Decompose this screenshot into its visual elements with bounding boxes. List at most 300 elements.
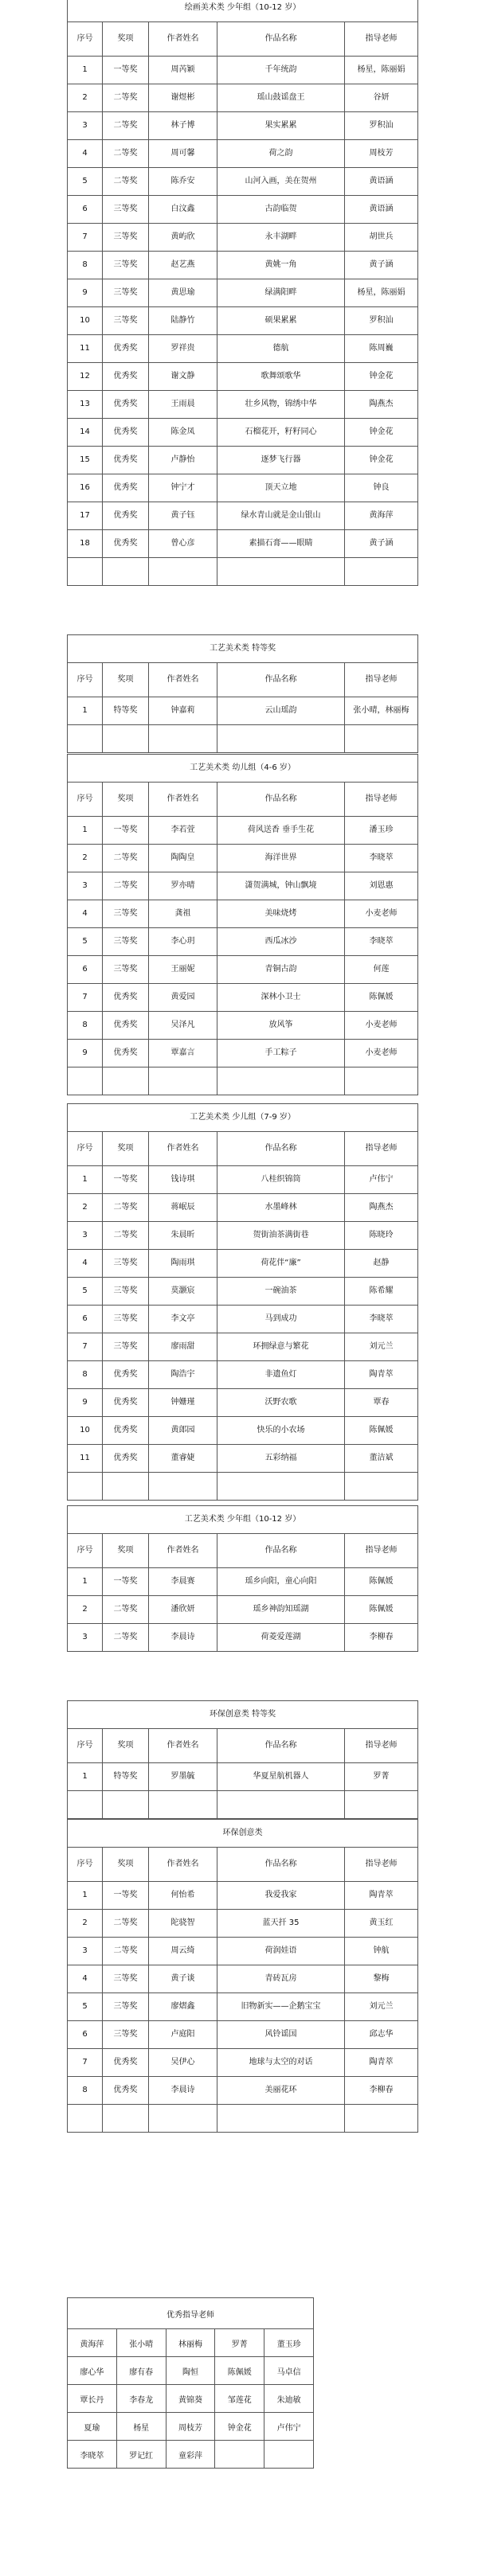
table-cell: 白汶鑫 — [149, 196, 217, 224]
table-cell: 一碗油茶 — [217, 1278, 345, 1306]
table-cell: 小麦老师 — [345, 1040, 418, 1067]
table-cell: 3 — [68, 112, 103, 140]
table-cell: 罗积汕 — [345, 307, 418, 335]
table-row — [68, 1993, 418, 2021]
table-cell: 3 — [68, 1222, 103, 1250]
table-cell: 手工粽子 — [217, 1040, 345, 1067]
table-cell: 赵艺燕 — [149, 252, 217, 279]
table-row — [68, 1040, 418, 1067]
table-cell: 绿满阳畔 — [217, 279, 345, 307]
table-row — [68, 2329, 314, 2357]
table-cell: 快乐的小农场 — [217, 1417, 345, 1445]
teacher-name: 张小晴 — [116, 2329, 166, 2357]
table-cell: 4 — [68, 140, 103, 168]
table-cell: 环拥绿意与繁花 — [217, 1333, 345, 1361]
table-cell: 8 — [68, 252, 103, 279]
table-row — [68, 1596, 418, 1624]
table-cell — [149, 1067, 217, 1095]
section-title: 工艺美术类 少年组（10-12 岁） — [68, 1506, 418, 1534]
table-cell: 李晓萃 — [345, 1306, 418, 1333]
table-cell: 王丽妮 — [149, 956, 217, 984]
table-cell: 16 — [68, 474, 103, 502]
table-cell: 陶燕杰 — [345, 1194, 418, 1222]
table-cell: 地球与太空的对话 — [217, 2049, 345, 2077]
table-cell: 优秀奖 — [103, 363, 149, 391]
table-cell: 7 — [68, 1333, 103, 1361]
table-cell: 黄思瑜 — [149, 279, 217, 307]
table-row — [68, 928, 418, 956]
table-cell: 三等奖 — [103, 252, 149, 279]
table-row — [68, 956, 418, 984]
table-row — [68, 697, 418, 725]
table-cell: 华夏星航机器人 — [217, 1763, 345, 1791]
table-cell: 潘玉珍 — [345, 817, 418, 845]
table-cell: 9 — [68, 1040, 103, 1067]
table-cell: 一等奖 — [103, 1166, 149, 1194]
table-cell: 二等奖 — [103, 140, 149, 168]
table-cell: 三等奖 — [103, 196, 149, 224]
table-cell: 三等奖 — [103, 1965, 149, 1993]
teacher-name: 陶恒 — [166, 2357, 215, 2385]
table-cell: 黄语涵 — [345, 196, 418, 224]
table-cell: 瑶乡神韵知瑶湖 — [217, 1596, 345, 1624]
column-header: 序号 — [68, 1534, 103, 1568]
table-row — [68, 502, 418, 530]
table-row — [68, 1389, 418, 1417]
table-cell — [217, 1791, 345, 1819]
table-cell: 邱志华 — [345, 2021, 418, 2049]
table-cell: 覃嘉言 — [149, 1040, 217, 1067]
table-cell: 二等奖 — [103, 1938, 149, 1965]
table-cell: 黄子涵 — [345, 530, 418, 558]
table-cell: 二等奖 — [103, 168, 149, 196]
table-cell: 张小晴，林丽梅 — [345, 697, 418, 725]
table-cell — [103, 558, 149, 586]
table-row — [68, 57, 418, 84]
table-cell: 陈佩媛 — [345, 1417, 418, 1445]
table-cell: 周芮颖 — [149, 57, 217, 84]
column-header: 指导老师 — [345, 783, 418, 817]
table-row — [68, 1938, 418, 1965]
table-row — [68, 2413, 314, 2441]
table-cell: 二等奖 — [103, 872, 149, 900]
table-row — [68, 1361, 418, 1389]
table-row — [68, 2357, 314, 2385]
column-header: 作者姓名 — [149, 1132, 217, 1166]
table-row — [68, 112, 418, 140]
table-cell: 4 — [68, 1250, 103, 1278]
column-header: 指导老师 — [345, 663, 418, 697]
table-cell: 赵静 — [345, 1250, 418, 1278]
teacher-name: 周枝芳 — [166, 2413, 215, 2441]
table-cell: 黄海萍 — [345, 502, 418, 530]
table-cell: 4 — [68, 1965, 103, 1993]
table-cell: 王雨晨 — [149, 391, 217, 419]
table-cell: 罗祥贵 — [149, 335, 217, 363]
table-cell: 董洁斌 — [345, 1445, 418, 1473]
table-cell: 曾心彦 — [149, 530, 217, 558]
table-cell — [345, 1473, 418, 1501]
table-cell: 优秀奖 — [103, 530, 149, 558]
table-cell: 二等奖 — [103, 112, 149, 140]
teacher-name: 覃长丹 — [68, 2385, 117, 2413]
teacher-name: 朱迪敏 — [264, 2385, 314, 2413]
teacher-name: 黄海萍 — [68, 2329, 117, 2357]
table-cell: 11 — [68, 1445, 103, 1473]
section-title: 工艺美术类 特等奖 — [68, 635, 418, 663]
table-cell: 二等奖 — [103, 1624, 149, 1652]
table-cell: 青砖瓦房 — [217, 1965, 345, 1993]
table-cell: 黄玉红 — [345, 1910, 418, 1938]
table-cell: 谢文静 — [149, 363, 217, 391]
table-cell: 小麦老师 — [345, 900, 418, 928]
table-cell: 朱晨昕 — [149, 1222, 217, 1250]
table-cell: 8 — [68, 2077, 103, 2105]
table-row — [68, 474, 418, 502]
table-cell: 三等奖 — [103, 956, 149, 984]
column-header: 作品名称 — [217, 1848, 345, 1882]
table-cell: 2 — [68, 84, 103, 112]
table-cell — [345, 1067, 418, 1095]
table-cell: 陀骁智 — [149, 1910, 217, 1938]
table-cell: 歌舞颂歌华 — [217, 363, 345, 391]
table-cell: 1 — [68, 1882, 103, 1910]
table-cell: 14 — [68, 419, 103, 447]
table-cell: 廖雨甜 — [149, 1333, 217, 1361]
table-row — [68, 530, 418, 558]
teacher-name: 李晓萃 — [68, 2441, 117, 2469]
column-header: 作者姓名 — [149, 783, 217, 817]
table-cell — [103, 725, 149, 753]
award-table — [67, 754, 418, 1095]
column-header: 作者姓名 — [149, 1534, 217, 1568]
table-cell: 我爱我家 — [217, 1882, 345, 1910]
table-cell — [68, 1791, 103, 1819]
table-cell: 陈佩媛 — [345, 1596, 418, 1624]
table-row — [68, 2441, 314, 2469]
table-cell: 旧物新实——企鹅宝宝 — [217, 1993, 345, 2021]
teacher-name: 廖有春 — [116, 2357, 166, 2385]
table-cell: 黎梅 — [345, 1965, 418, 1993]
table-cell: 7 — [68, 984, 103, 1012]
table-cell — [68, 1473, 103, 1501]
table-cell: 贺街油茶满街巷 — [217, 1222, 345, 1250]
teacher-name: 陈佩媛 — [215, 2357, 264, 2385]
table-cell: 美味烧烤 — [217, 900, 345, 928]
table-cell: 优秀奖 — [103, 1389, 149, 1417]
table-row — [68, 984, 418, 1012]
table-cell: 罗墨毓 — [149, 1763, 217, 1791]
table-row — [68, 363, 418, 391]
table-cell: 优秀奖 — [103, 419, 149, 447]
table-row — [68, 1882, 418, 1910]
teacher-name: 林丽梅 — [166, 2329, 215, 2357]
table-cell: 15 — [68, 447, 103, 474]
table-cell: 钟金花 — [345, 447, 418, 474]
table-cell: 优秀奖 — [103, 2077, 149, 2105]
table-cell: 2 — [68, 845, 103, 872]
table-cell: 陶青萃 — [345, 1361, 418, 1389]
table-cell: 钟宁才 — [149, 474, 217, 502]
table-cell — [103, 1791, 149, 1819]
table-cell: 钟姗瑾 — [149, 1389, 217, 1417]
table-cell: 二等奖 — [103, 1910, 149, 1938]
table-cell: 西瓜冰沙 — [217, 928, 345, 956]
table-cell: 卢静怡 — [149, 447, 217, 474]
table-cell: 黄子涵 — [345, 252, 418, 279]
teachers-table — [67, 2297, 314, 2469]
table-cell: 钱诗琪 — [149, 1166, 217, 1194]
teacher-name: 罗记红 — [116, 2441, 166, 2469]
table-cell: 13 — [68, 391, 103, 419]
award-table — [67, 1103, 418, 1501]
blank-row — [68, 1473, 418, 1501]
table-cell: 2 — [68, 1910, 103, 1938]
table-cell: 1 — [68, 1763, 103, 1791]
table-cell: 优秀奖 — [103, 391, 149, 419]
table-cell: 李晓萃 — [345, 845, 418, 872]
table-cell: 陈金凤 — [149, 419, 217, 447]
table-cell — [345, 725, 418, 753]
table-cell: 优秀奖 — [103, 447, 149, 474]
table-row — [68, 140, 418, 168]
table-cell: 陈周巍 — [345, 335, 418, 363]
section-title: 工艺美术类 幼儿组（4-6 岁） — [68, 755, 418, 783]
table-cell: 二等奖 — [103, 84, 149, 112]
table-cell: 黄语涵 — [345, 168, 418, 196]
table-cell: 五彩纳福 — [217, 1445, 345, 1473]
teacher-name: 马卓信 — [264, 2357, 314, 2385]
table-cell: 陈晓玲 — [345, 1222, 418, 1250]
table-cell: 龚祖 — [149, 900, 217, 928]
table-cell — [345, 1791, 418, 1819]
table-row — [68, 900, 418, 928]
column-header: 作者姓名 — [149, 1848, 217, 1882]
teacher-name — [264, 2441, 314, 2469]
blank-row — [68, 558, 418, 586]
table-row — [68, 1568, 418, 1596]
table-cell: 黄子钰 — [149, 502, 217, 530]
table-cell: 1 — [68, 817, 103, 845]
table-cell: 3 — [68, 1938, 103, 1965]
table-cell: 10 — [68, 1417, 103, 1445]
table-cell — [149, 1791, 217, 1819]
table-cell — [103, 1067, 149, 1095]
table-row — [68, 1166, 418, 1194]
table-cell: 7 — [68, 2049, 103, 2077]
table-cell: 卢伟宁 — [345, 1166, 418, 1194]
table-cell: 陆静竹 — [149, 307, 217, 335]
table-cell: 风铃谣国 — [217, 2021, 345, 2049]
table-cell — [345, 558, 418, 586]
table-row — [68, 1012, 418, 1040]
table-cell — [217, 2105, 345, 2133]
table-cell: 李晓萃 — [345, 928, 418, 956]
award-table — [67, 1505, 418, 1652]
table-cell: 6 — [68, 2021, 103, 2049]
column-header: 指导老师 — [345, 1729, 418, 1763]
table-cell: 何莲 — [345, 956, 418, 984]
table-cell: 陶青萃 — [345, 2049, 418, 2077]
table-cell: 优秀奖 — [103, 1040, 149, 1067]
table-cell: 6 — [68, 956, 103, 984]
table-cell — [103, 1473, 149, 1501]
column-header: 作者姓名 — [149, 1729, 217, 1763]
table-cell: 陈佩媛 — [345, 984, 418, 1012]
table-row — [68, 817, 418, 845]
table-cell: 刘恩惠 — [345, 872, 418, 900]
table-cell: 周可馨 — [149, 140, 217, 168]
table-cell: 二等奖 — [103, 845, 149, 872]
table-cell: 特等奖 — [103, 697, 149, 725]
table-cell: 瑶乡向阳，童心向阳 — [217, 1568, 345, 1596]
table-row — [68, 1250, 418, 1278]
column-header: 序号 — [68, 1729, 103, 1763]
table-cell: 优秀奖 — [103, 474, 149, 502]
table-cell: 美丽花环 — [217, 2077, 345, 2105]
table-cell: 罗菁 — [345, 1763, 418, 1791]
table-cell: 杨星，陈丽娟 — [345, 279, 418, 307]
table-cell — [217, 1473, 345, 1501]
table-cell: 荷风送香 垂手生花 — [217, 817, 345, 845]
table-cell: 陈希耀 — [345, 1278, 418, 1306]
teacher-name: 罗菁 — [215, 2329, 264, 2357]
blank-row — [68, 725, 418, 753]
table-cell: 八桂织锦筒 — [217, 1166, 345, 1194]
table-cell: 董睿婕 — [149, 1445, 217, 1473]
table-cell: 海洋世界 — [217, 845, 345, 872]
table-cell: 黄爱园 — [149, 984, 217, 1012]
blank-row — [68, 2105, 418, 2133]
table-cell: 一等奖 — [103, 817, 149, 845]
table-cell: 18 — [68, 530, 103, 558]
table-row — [68, 1222, 418, 1250]
table-cell: 荷润娃语 — [217, 1938, 345, 1965]
column-header: 序号 — [68, 22, 103, 57]
table-cell: 优秀奖 — [103, 1012, 149, 1040]
table-cell: 荷菱爱莲湖 — [217, 1624, 345, 1652]
table-cell: 2 — [68, 1194, 103, 1222]
section-title: 工艺美术类 少儿组（7-9 岁） — [68, 1104, 418, 1132]
table-cell: 陶浩宇 — [149, 1361, 217, 1389]
column-header: 作品名称 — [217, 1729, 345, 1763]
table-cell: 三等奖 — [103, 2021, 149, 2049]
table-cell: 一等奖 — [103, 57, 149, 84]
table-row — [68, 447, 418, 474]
table-cell: 钟金花 — [345, 363, 418, 391]
table-row — [68, 1624, 418, 1652]
table-cell: 1 — [68, 1166, 103, 1194]
table-row — [68, 1445, 418, 1473]
table-cell: 云山瑶韵 — [217, 697, 345, 725]
table-cell: 罗积汕 — [345, 112, 418, 140]
table-cell: 顶天立地 — [217, 474, 345, 502]
table-cell: 李文亭 — [149, 1306, 217, 1333]
table-cell: 罗亦晴 — [149, 872, 217, 900]
table-cell: 林子博 — [149, 112, 217, 140]
table-cell: 11 — [68, 335, 103, 363]
table-cell — [149, 725, 217, 753]
table-cell: 杨星，陈丽娟 — [345, 57, 418, 84]
table-cell: 5 — [68, 1278, 103, 1306]
table-cell: 钟金花 — [345, 419, 418, 447]
table-cell: 三等奖 — [103, 928, 149, 956]
table-cell: 三等奖 — [103, 1250, 149, 1278]
table-row — [68, 279, 418, 307]
column-header: 序号 — [68, 1132, 103, 1166]
table-cell: 周枝芳 — [345, 140, 418, 168]
table-cell: 果实累累 — [217, 112, 345, 140]
section-title: 绘画美术类 少年组（10-12 岁） — [68, 0, 418, 22]
teacher-name: 夏瑜 — [68, 2413, 117, 2441]
table-row — [68, 1333, 418, 1361]
table-cell: 李晨赛 — [149, 1568, 217, 1596]
table-cell: 蓝天扞 35 — [217, 1910, 345, 1938]
table-cell: 潘欣妍 — [149, 1596, 217, 1624]
section-title: 环保创意类 — [68, 1820, 418, 1848]
teacher-name: 邹莲花 — [215, 2385, 264, 2413]
column-header: 奖项 — [103, 1132, 149, 1166]
table-cell: 刘元兰 — [345, 1333, 418, 1361]
table-cell: 小麦老师 — [345, 1012, 418, 1040]
table-cell: 10 — [68, 307, 103, 335]
column-header: 指导老师 — [345, 1132, 418, 1166]
teacher-name: 廖心华 — [68, 2357, 117, 2385]
table-row — [68, 1763, 418, 1791]
table-cell: 吴泽凡 — [149, 1012, 217, 1040]
award-table — [67, 1700, 418, 1819]
column-header: 奖项 — [103, 1729, 149, 1763]
table-cell: 17 — [68, 502, 103, 530]
table-cell: 沃野农歌 — [217, 1389, 345, 1417]
table-cell: 李晨诗 — [149, 2077, 217, 2105]
table-cell: 放风筝 — [217, 1012, 345, 1040]
column-header: 作品名称 — [217, 22, 345, 57]
column-header: 作品名称 — [217, 1534, 345, 1568]
table-cell: 1 — [68, 1568, 103, 1596]
table-cell: 莫灏宸 — [149, 1278, 217, 1306]
table-cell: 钟良 — [345, 474, 418, 502]
table-cell: 三等奖 — [103, 224, 149, 252]
table-cell — [149, 2105, 217, 2133]
column-header: 作者姓名 — [149, 22, 217, 57]
blank-row — [68, 1791, 418, 1819]
table-cell: 荷之韵 — [217, 140, 345, 168]
table-cell: 8 — [68, 1361, 103, 1389]
section-title: 环保创意类 特等奖 — [68, 1701, 418, 1729]
column-header: 作品名称 — [217, 663, 345, 697]
table-cell: 优秀奖 — [103, 1445, 149, 1473]
table-cell: 刘元兰 — [345, 1993, 418, 2021]
table-cell: 胡世兵 — [345, 224, 418, 252]
table-cell: 一等奖 — [103, 1882, 149, 1910]
teacher-name: 童彩萍 — [166, 2441, 215, 2469]
table-cell: 黄屿欣 — [149, 224, 217, 252]
table-row — [68, 84, 418, 112]
table-cell: 6 — [68, 196, 103, 224]
table-cell: 4 — [68, 900, 103, 928]
blank-row — [68, 1067, 418, 1095]
table-cell: 卢庭阳 — [149, 2021, 217, 2049]
table-row — [68, 1910, 418, 1938]
table-row — [68, 1965, 418, 1993]
table-cell: 优秀奖 — [103, 2049, 149, 2077]
column-header: 作品名称 — [217, 1132, 345, 1166]
table-cell: 何怡希 — [149, 1882, 217, 1910]
table-cell: 陶雨琪 — [149, 1250, 217, 1278]
table-cell — [68, 725, 103, 753]
table-cell: 3 — [68, 1624, 103, 1652]
